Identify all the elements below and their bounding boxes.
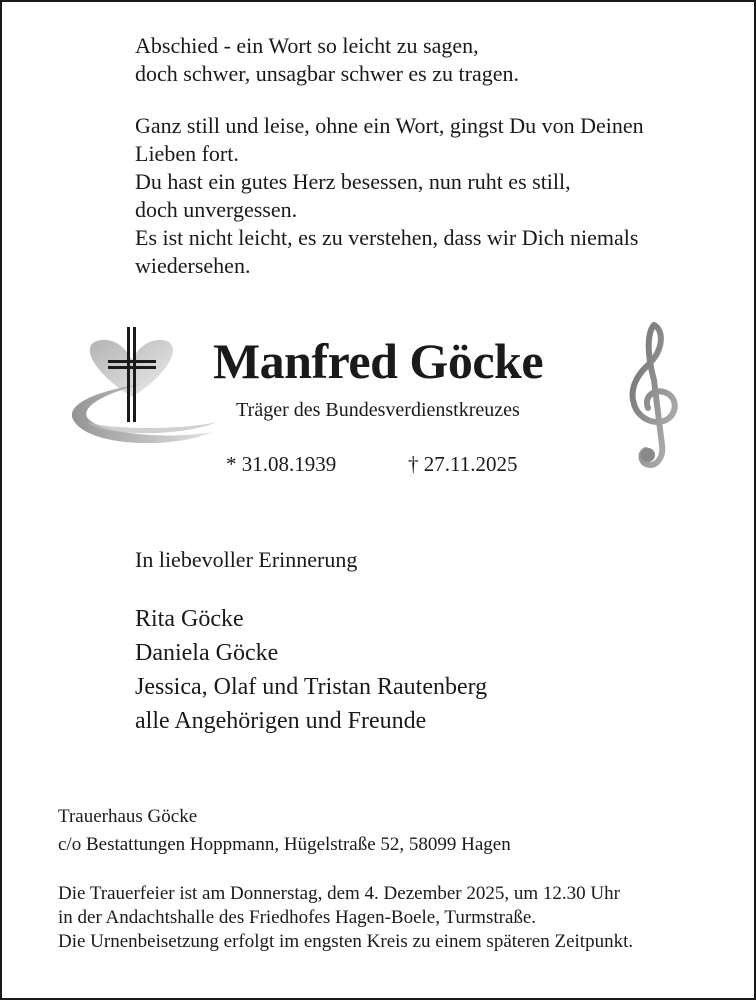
poem-line: wiedersehen. <box>135 253 251 278</box>
poem-line: Es ist nicht leicht, es zu verstehen, dass wir Dich niemals <box>135 225 639 250</box>
mourner: alle Angehörigen und Freunde <box>135 708 427 734</box>
mourner: Rita Göcke <box>135 606 244 632</box>
service-line: Die Urnenbeisetzung erfolgt im engsten Kreis zu einem späteren Zeitpunkt. <box>58 931 634 952</box>
poem-line: Ganz still und leise, ohne ein Wort, gingst Du von Deinen <box>135 113 644 138</box>
poem-line: doch schwer, unsagbar schwer es zu tragen. <box>135 61 519 86</box>
address-line: Trauerhaus Göcke <box>58 806 198 827</box>
mourner: Daniela Göcke <box>135 640 279 666</box>
mourner: Jessica, Olaf und Tristan Rautenberg <box>135 674 488 700</box>
poem-stanza-1 <box>135 32 725 88</box>
memorial-intro: In liebevoller Erinnerung <box>135 547 358 572</box>
mourning-house-address <box>58 803 511 859</box>
death-date: † 27.11.2025 <box>408 452 518 476</box>
deceased-honor: Träger des Bundesverdienstkreuzes <box>236 399 520 421</box>
mourners-list <box>135 602 487 738</box>
treble-clef-icon <box>624 320 684 475</box>
funeral-service-info <box>58 882 748 954</box>
deceased-name: Manfred Göcke <box>212 333 544 389</box>
poem-stanza-2 <box>135 112 725 280</box>
service-line: Die Trauerfeier ist am Donnerstag, dem 4. Dezember 2025, um 12.30 Uhr <box>58 883 620 904</box>
poem-line: Abschied - ein Wort so leicht zu sagen, <box>135 33 479 58</box>
poem-line: doch unvergessen. <box>135 197 298 222</box>
address-line: c/o Bestattungen Hoppmann, Hügelstraße 52, 58099 Hagen <box>58 834 511 855</box>
service-line: in der Andachtshalle des Friedhofes Hagen-Boele, Turmstraße. <box>58 907 537 928</box>
poem-line: Lieben fort. <box>135 141 239 166</box>
birth-date: * 31.08.1939 <box>226 452 337 476</box>
poem-line: Du hast ein gutes Herz besessen, nun ruht es still, <box>135 169 571 194</box>
